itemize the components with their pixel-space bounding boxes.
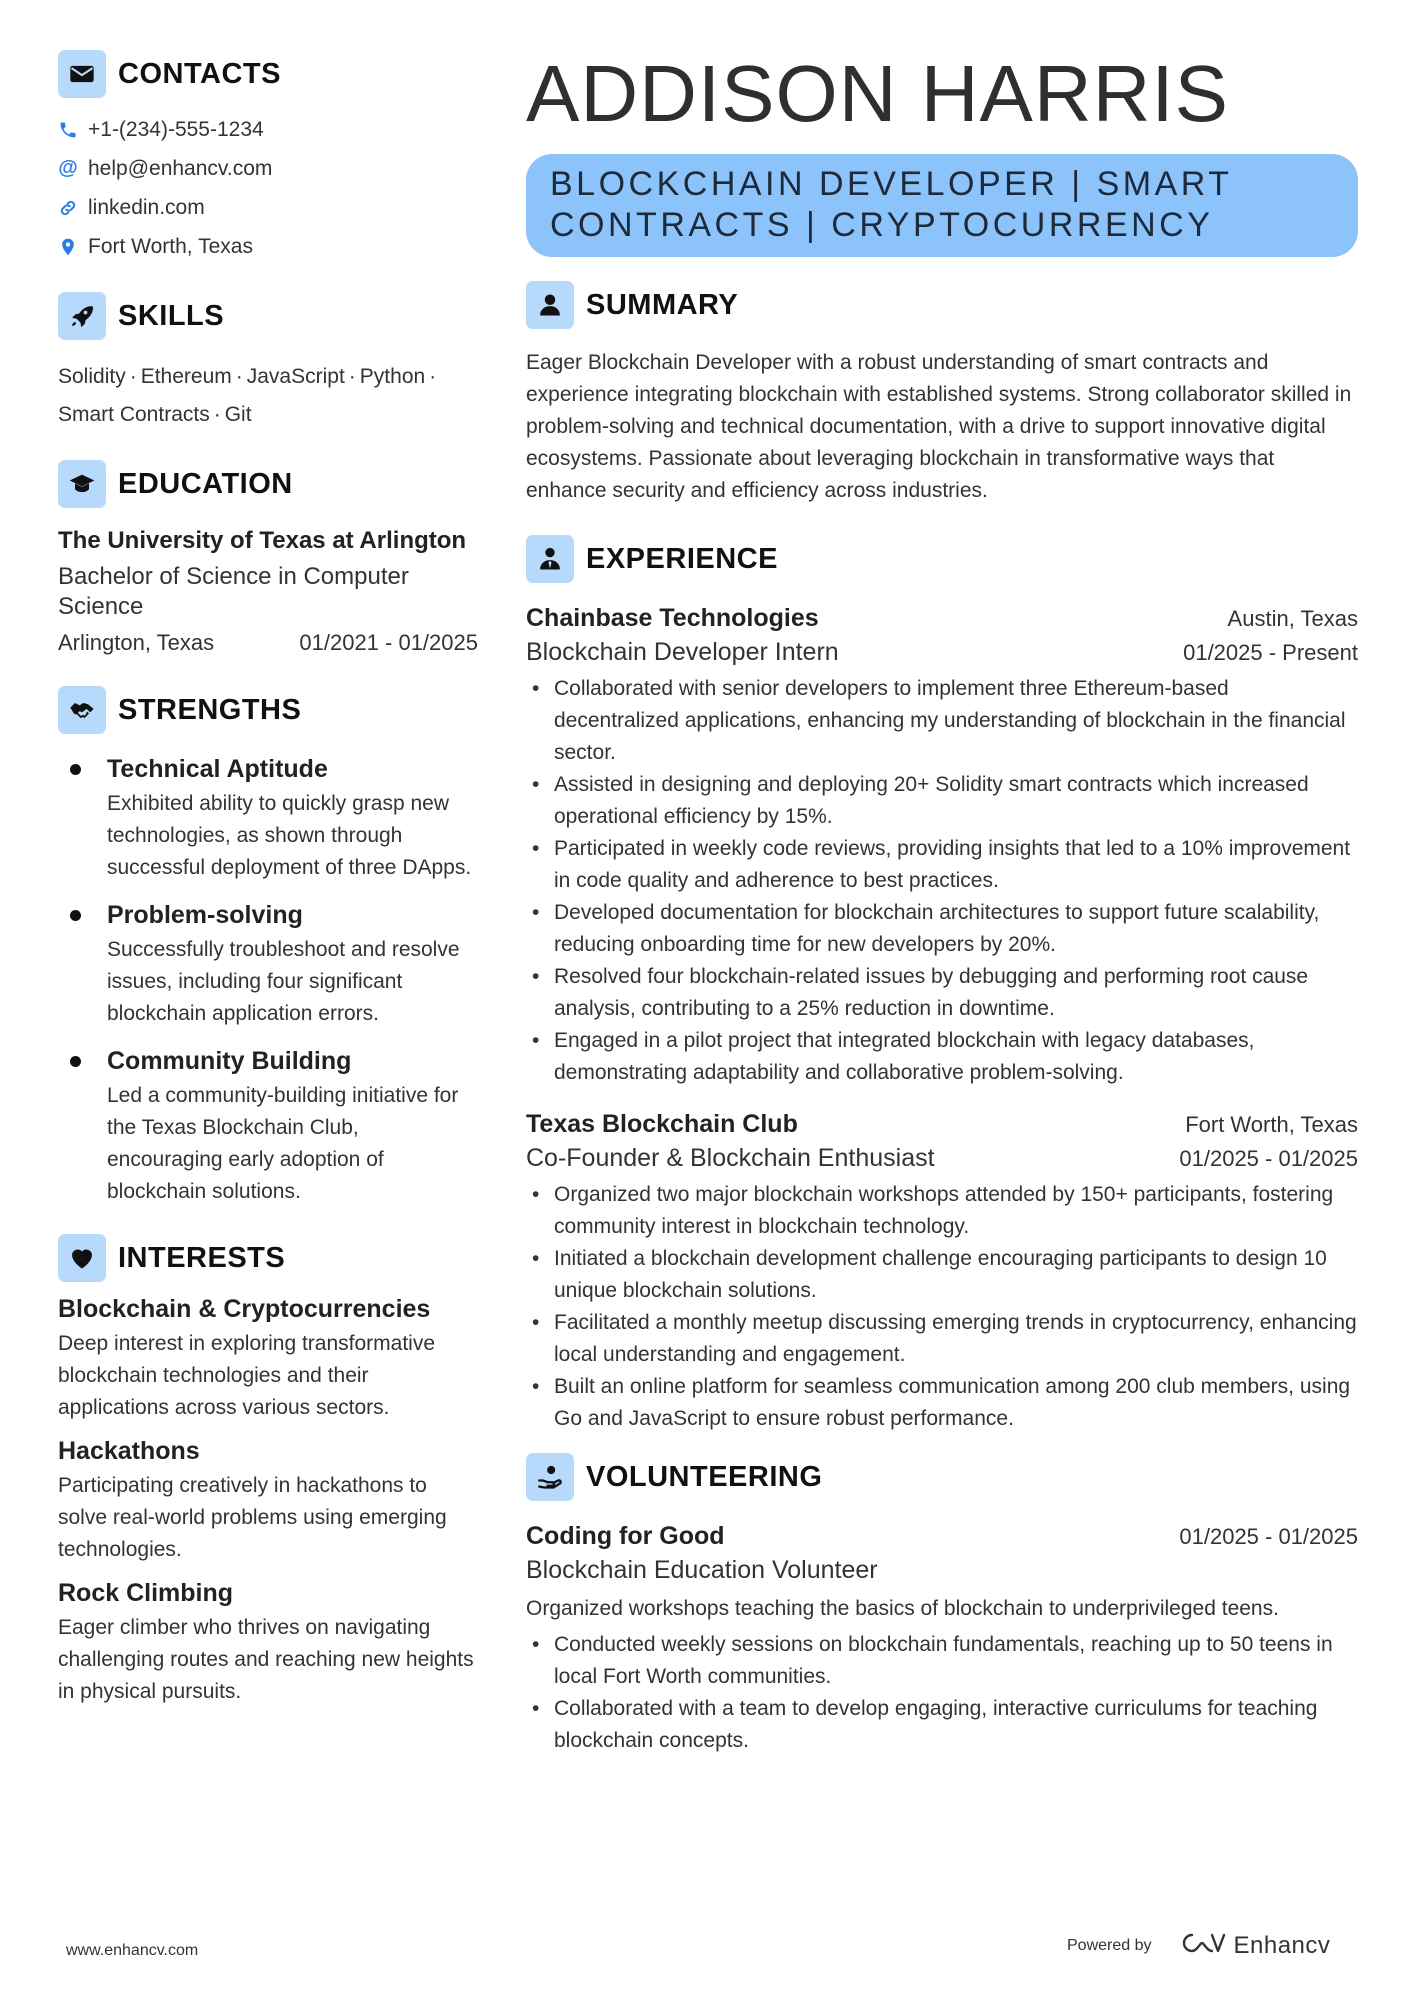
volunteer-bullet: • Conducted weekly sessions on blockchain fundamentals, reaching up to 50 teens in local Fort Worth communities. [526,1629,1358,1693]
skill-item: Solidity [58,365,126,388]
job-bullet: • Engaged in a pilot project that integrated blockchain with legacy databases, demonstrating adaptability and collaborative problem-solving. [526,1025,1358,1089]
phone-text: +1-(234)-555-1234 [88,117,264,141]
interest-desc: Deep interest in exploring transformative blockchain technologies and their applications across various sectors. [58,1332,436,1419]
strength-desc: Successfully troubleshoot and resolve issues, including four significant blockchain application errors. [107,938,460,1025]
strength-title: Problem-solving [107,901,303,929]
job-role: Co-Founder & Blockchain Enthusiast [526,1144,935,1172]
summary-title: SUMMARY [586,288,739,321]
job-role-row [526,1141,1358,1175]
contact-email[interactable] [58,149,478,188]
job-bullet: • Assisted in designing and deploying 20+ Solidity smart contracts which increased operational efficiency by 15%. [526,769,1358,833]
experience-entry [526,1107,1358,1435]
job-bullet: • Developed documentation for blockchain architectures to support future scalability, reducing onboarding time for new developers by 20%. [526,897,1358,961]
contact-phone[interactable] [58,110,478,149]
job-bullet: • Participated in weekly code reviews, providing insights that led to a 10% improvement in code quality and adherence to best practices. [526,833,1358,897]
skill-item: Python [359,365,426,388]
interest-desc: Participating creatively in hackathons to solve real-world problems using emerging technologies. [58,1474,447,1561]
bullet-dot [70,910,81,921]
location-text: Fort Worth, Texas [88,234,253,258]
experience-header [526,535,1358,583]
job-bullet: • Built an online platform for seamless communication among 200 club members, using Go and JavaScript to ensure robust performance. [526,1371,1358,1435]
strength-item [58,752,478,884]
contact-location [58,227,478,266]
interest-item [58,1576,478,1708]
linkedin-text: linkedin.com [88,195,205,219]
strengths-header [58,686,478,734]
education-meta [58,630,478,656]
job-bullet: • Facilitated a monthly meetup discussing emerging trends in cryptocurrency, enhancing local understanding and engagement. [526,1307,1358,1371]
contacts-header [58,50,478,98]
bullet-dot [70,764,81,775]
job-header-row [526,1107,1358,1141]
volunteer-header-row [526,1519,1358,1553]
contacts-list [58,110,478,266]
skill-item: JavaScript [246,365,345,388]
contacts-title: CONTACTS [118,57,281,90]
education-degree: Bachelor of Science in Computer Science [58,563,409,620]
right-column [526,50,1358,1775]
email-text: help@enhancv.com [88,156,273,180]
footer-branding [1067,1930,1330,1961]
link-icon [58,197,78,219]
volunteering-entry [526,1519,1358,1757]
skills-list: Solidity · Ethereum · JavaScript · Python · Smart Contracts · Git [58,365,437,426]
volunteering-header [526,1453,1358,1501]
strength-desc: Exhibited ability to quickly grasp new technologies, as shown through successful deployment of three DApps. [107,792,472,879]
graduation-cap-icon [58,460,106,508]
volunteer-dates: 01/2025 - 01/2025 [1179,1524,1358,1549]
interests-list [58,1292,478,1708]
strength-title: Community Building [107,1047,352,1075]
skills-header [58,292,478,340]
footer-website[interactable]: www.enhancv.com [66,1942,199,1959]
experience-title: EXPERIENCE [586,542,778,575]
powered-by-text: Powered by [1067,1936,1152,1954]
job-role-row [526,635,1358,669]
job-header-row [526,601,1358,635]
interest-item [58,1292,478,1424]
education-location: Arlington, Texas [58,630,215,655]
education-school: The University of Texas at Arlington [58,527,467,554]
job-bullet: • Resolved four blockchain-related issues by debugging and performing root cause analysis, contributing to a 25% reduction in downtime. [526,961,1358,1025]
experience-entry [526,601,1358,1089]
brand-name: Enhancv [1233,1931,1331,1959]
enhancv-logo-icon [1178,1930,1226,1961]
job-dates: 01/2025 - 01/2025 [1179,1146,1358,1171]
volunteer-bullet: • Collaborated with a team to develop engaging, interactive curriculums for teaching blockchain concepts. [526,1693,1358,1757]
left-column [58,50,478,1708]
job-bullet: • Collaborated with senior developers to implement three Ethereum-based decentralized applications, enhancing my understanding of blockchain in the financial sector. [526,673,1358,769]
job-role: Blockchain Developer Intern [526,638,839,666]
job-bullet: • Organized two major blockchain workshops attended by 150+ participants, fostering community interest in blockchain technology. [526,1179,1358,1243]
education-entry [58,526,478,656]
interest-title: Rock Climbing [58,1579,234,1607]
envelope-icon [58,50,106,98]
job-location: Fort Worth, Texas [1185,1112,1358,1137]
strength-title: Technical Aptitude [107,755,328,783]
skill-item: Smart Contracts [58,403,210,426]
candidate-name: ADDISON HARRIS [526,49,1229,138]
education-header [58,460,478,508]
interest-desc: Eager climber who thrives on navigating challenging routes and reaching new heights in physical pursuits. [58,1616,474,1703]
job-title-banner [526,154,1358,257]
volunteer-org: Coding for Good [526,1522,725,1550]
job-dates: 01/2025 - Present [1183,640,1358,665]
job-company: Texas Blockchain Club [526,1110,798,1138]
job-title-line: CONTRACTS | CRYPTOCURRENCY [550,206,1214,244]
interest-title: Hackathons [58,1437,200,1465]
summary-text: Eager Blockchain Developer with a robust understanding of smart contracts and experience integrating blockchain with established systems. Strong collaborator skilled in problem-solving and technical documentation, with a drive to support innovative digital ecosystems. Passionate about leveraging blockchain in transformative ways that enhance security and efficiency across industries. [526,351,1352,502]
interest-title: Blockchain & Cryptocurrencies [58,1295,431,1323]
volunteer-bullets [526,1629,1358,1757]
job-company: Chainbase Technologies [526,604,819,632]
skill-item: Ethereum [140,365,232,388]
helping-hand-icon [526,1453,574,1501]
volunteering-title: VOLUNTEERING [586,1460,823,1493]
skills-title: SKILLS [118,299,225,332]
businessperson-icon [526,535,574,583]
job-title-line: BLOCKCHAIN DEVELOPER | SMART [550,165,1233,203]
strengths-list [58,752,478,1208]
job-bullet: • Initiated a blockchain development challenge encouraging participants to design 10 unique blockchain solutions. [526,1243,1358,1307]
interests-header [58,1234,478,1282]
job-bullets [526,1179,1358,1435]
education-dates: 01/2021 - 01/2025 [299,630,478,655]
at-icon: @ [58,157,78,179]
volunteer-desc: Organized workshops teaching the basics of blockchain to underprivileged teens. [526,1597,1279,1620]
bullet-dot [70,1056,81,1067]
strengths-title: STRENGTHS [118,693,302,726]
heart-icon [58,1234,106,1282]
interest-item [58,1434,478,1566]
interests-title: INTERESTS [118,1241,286,1274]
rocket-icon [58,292,106,340]
job-location: Austin, Texas [1227,606,1358,631]
skill-item: Git [224,403,252,426]
strength-item [58,1044,478,1208]
strength-item [58,898,478,1030]
contact-linkedin[interactable] [58,188,478,227]
summary-header [526,281,1358,329]
phone-icon [58,119,78,141]
education-title: EDUCATION [118,467,293,500]
volunteer-role: Blockchain Education Volunteer [526,1556,878,1584]
handshake-icon [58,686,106,734]
strength-desc: Led a community-building initiative for the Texas Blockchain Club, encouraging early adoption of blockchain solutions. [107,1084,459,1203]
person-icon [526,281,574,329]
location-pin-icon [58,236,78,258]
job-bullets [526,673,1358,1089]
